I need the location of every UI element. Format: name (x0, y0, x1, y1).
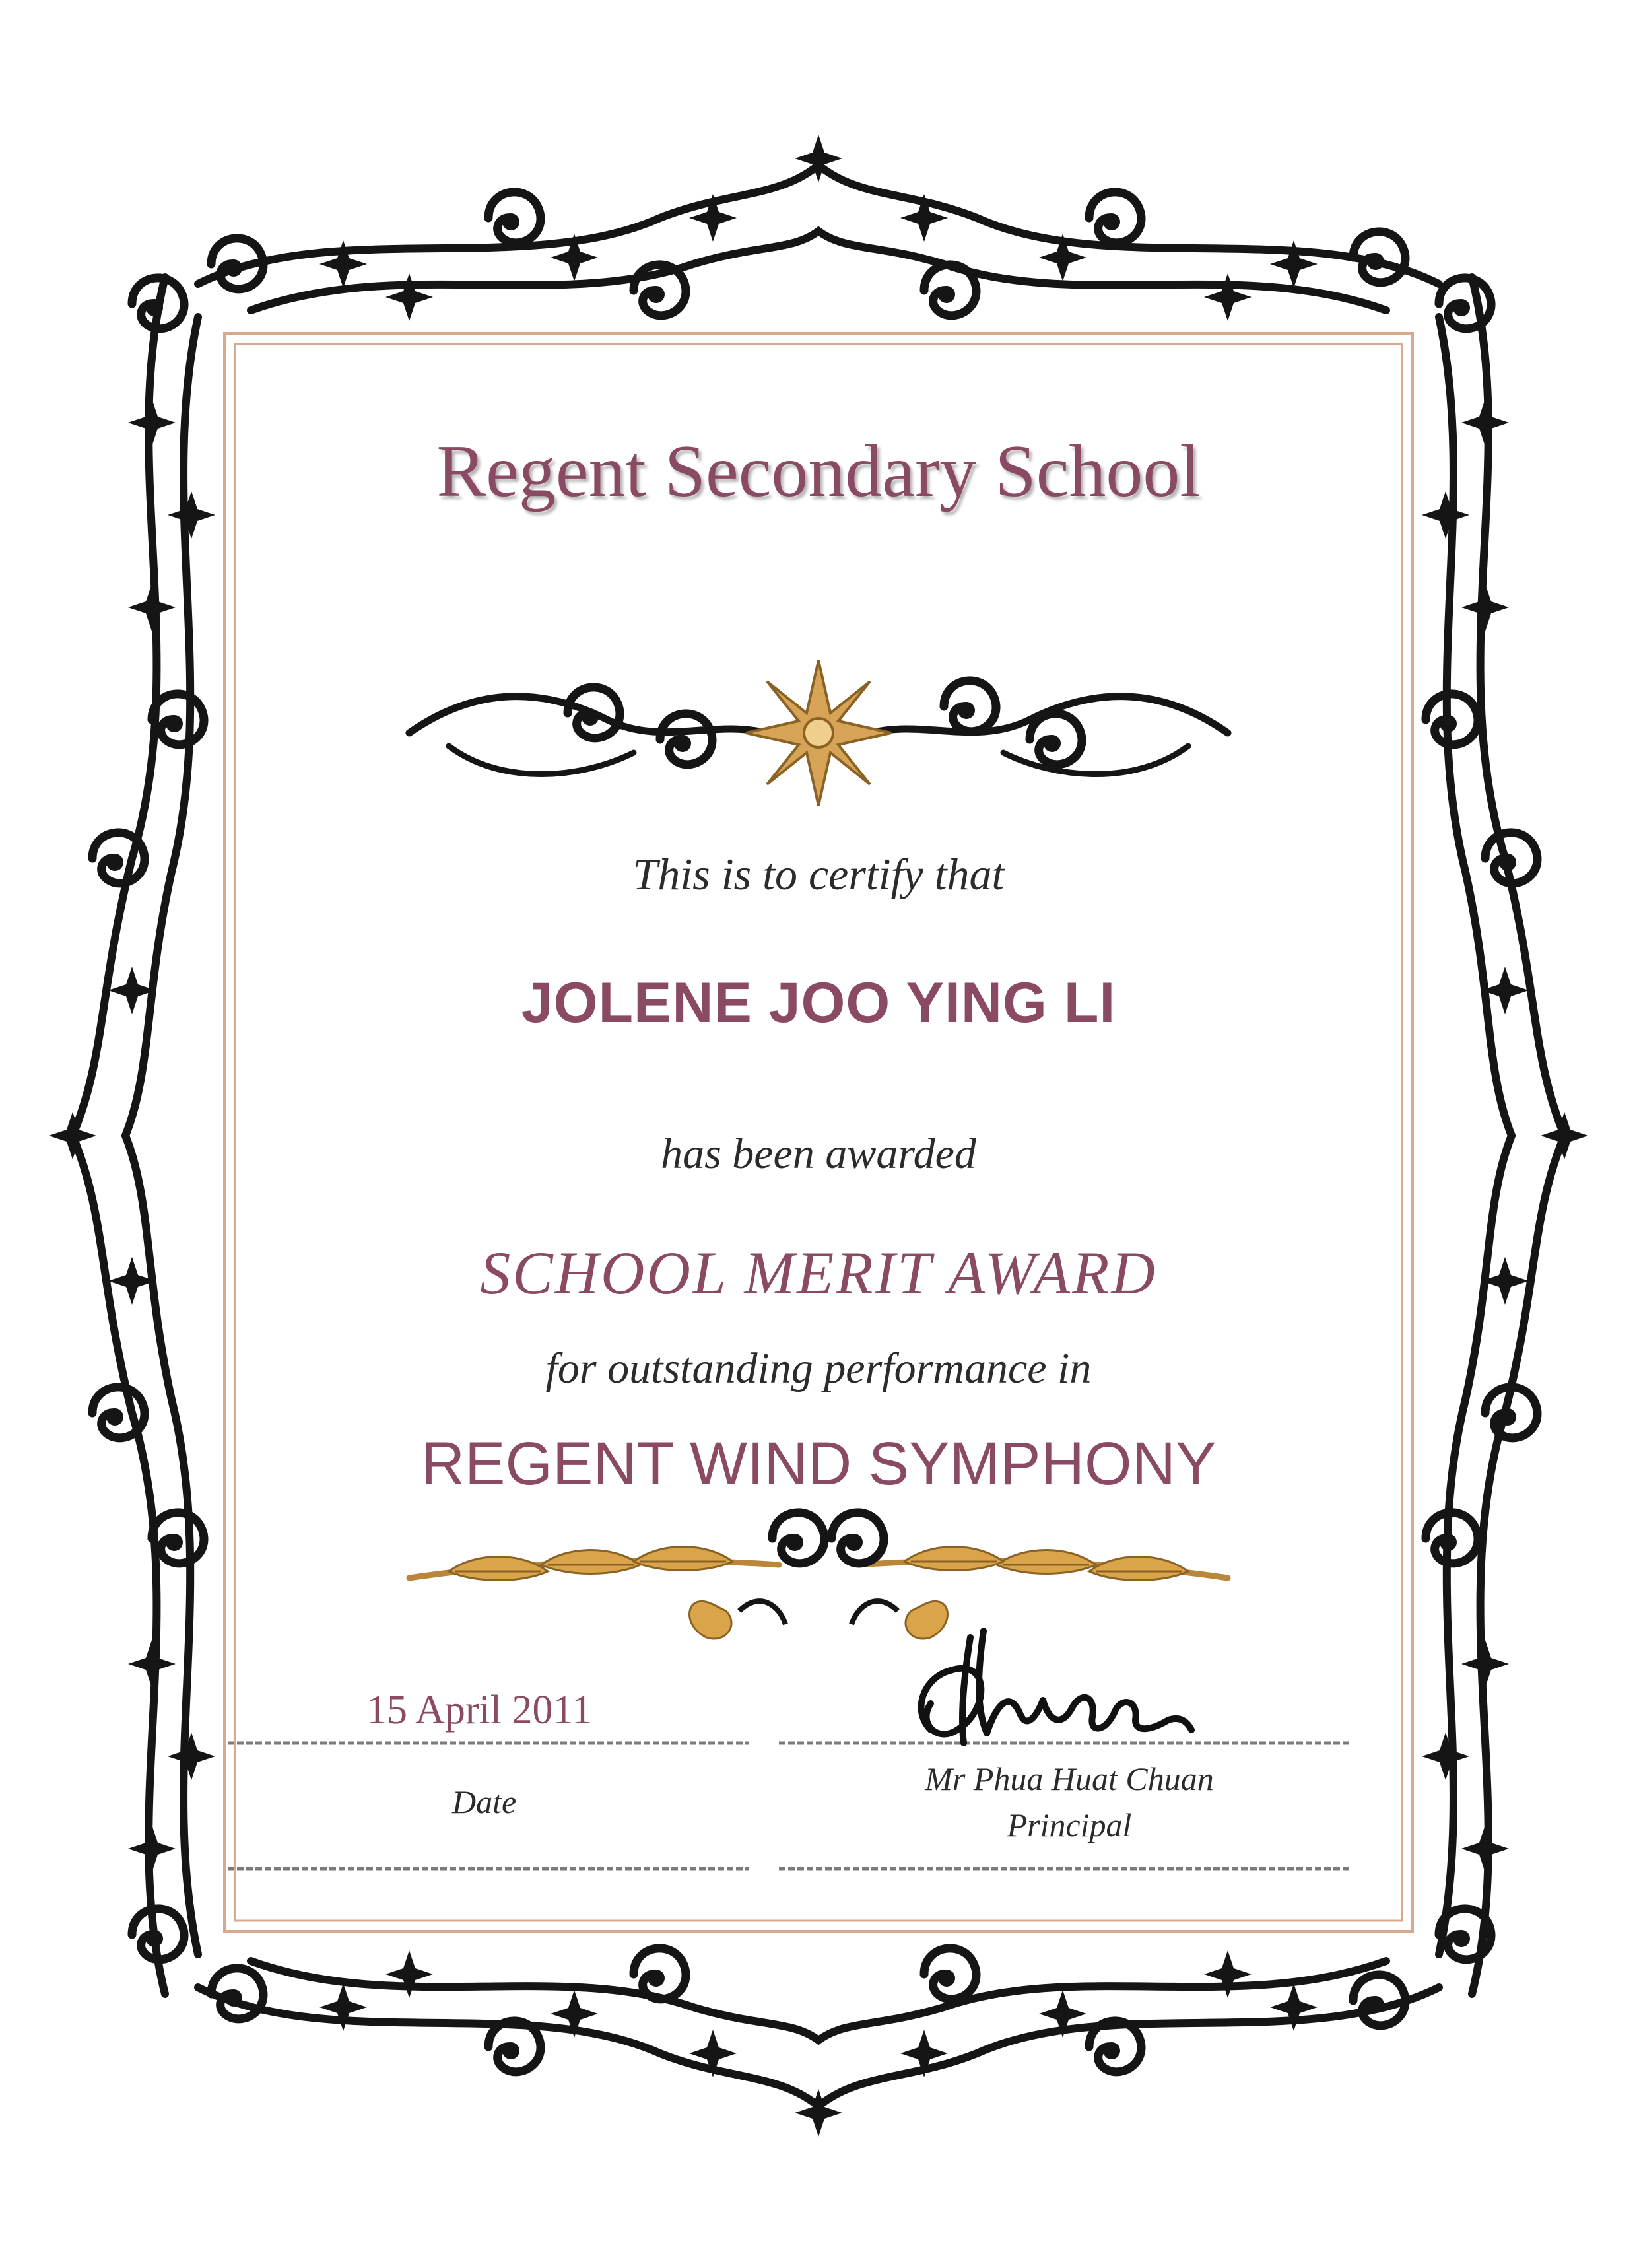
performance-line: for outstanding performance in (545, 1344, 1092, 1392)
date-label: Date (452, 1783, 517, 1820)
ornament-top (198, 165, 1439, 310)
recipient-name: JOLENE JOO YING LI (521, 971, 1116, 1035)
divider-ornament (409, 660, 1228, 806)
awarded-line: has been awarded (661, 1130, 976, 1178)
principal-title: Principal (1007, 1806, 1132, 1843)
principal-name: Mr Phua Huat Chuan (925, 1760, 1214, 1797)
award-title: SCHOOL MERIT AWARD (480, 1239, 1157, 1307)
ornament-bottom (198, 1961, 1439, 2106)
ornament-bottom-swirls (211, 1948, 1405, 2137)
ornament-top-swirls (211, 135, 1405, 321)
date-value: 15 April 2011 (366, 1688, 593, 1733)
laurel-ornament (409, 1513, 1228, 1639)
school-name: Regent Secondary School (436, 430, 1201, 512)
certify-line: This is to certify that (632, 849, 1005, 899)
group-name: REGENT WIND SYMPHONY (420, 1430, 1217, 1497)
principal-signature (921, 1631, 1191, 1743)
